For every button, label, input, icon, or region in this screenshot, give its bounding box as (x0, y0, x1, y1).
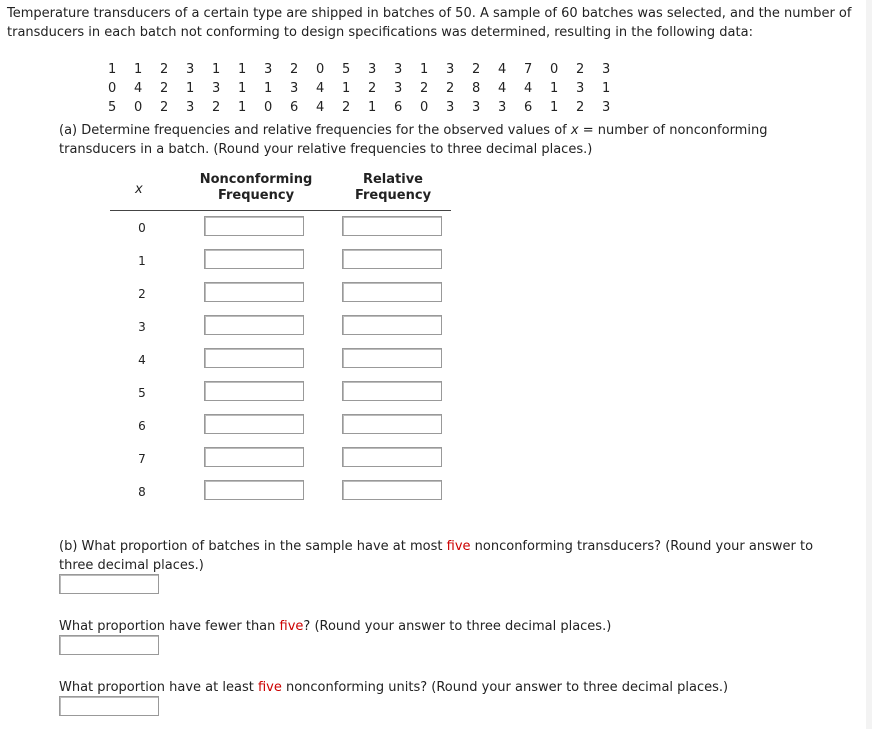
relative-frequency-input-1[interactable] (342, 249, 442, 269)
problem-intro: Temperature transducers of a certain type are shipped in batches of 50. A sample of 60 batches was selected, and the number of transducers in each batch not conforming to design specifications was determined, resulting in the following data: (7, 6, 852, 40)
data-cell: 3 (498, 100, 507, 115)
part-a-text: (a) Determine frequencies and relative frequencies for the observed values of (59, 123, 571, 138)
question-text-rest: nonconforming units? (Round your answer to three decimal places.) (281, 680, 729, 695)
highlight-value: five (279, 619, 304, 634)
data-cell: 3 (472, 100, 481, 115)
part-a-text-rest: = number of nonconforming transducers in a batch. (Round your relative frequencies to three decimal places.) (59, 123, 768, 157)
relative-frequency-input-8[interactable] (342, 480, 442, 500)
data-cell: 4 (316, 100, 325, 115)
relative-frequency-input-0[interactable] (342, 216, 442, 236)
answer-input-at-least-five[interactable] (59, 696, 159, 716)
frequency-input-3[interactable] (204, 315, 304, 335)
data-cell: 1 (550, 100, 559, 115)
header-line: Frequency (354, 188, 432, 203)
question-text: What proportion have at least (59, 680, 258, 695)
relative-frequency-input-4[interactable] (342, 348, 442, 368)
frequency-input-4[interactable] (204, 348, 304, 368)
header-line: Nonconforming (199, 172, 313, 187)
data-cell: 2 (368, 81, 377, 96)
data-cell: 6 (524, 100, 533, 115)
frequency-input-2[interactable] (204, 282, 304, 302)
data-cell: 1 (186, 81, 195, 96)
data-cell: 1 (238, 81, 247, 96)
data-cell: 2 (342, 100, 351, 115)
data-cell: 1 (108, 62, 117, 77)
data-cell: 1 (238, 100, 247, 115)
answer-input-fewer-than-five[interactable] (59, 635, 159, 655)
question-text: What proportion have fewer than (59, 619, 280, 634)
data-cell: 3 (290, 81, 299, 96)
x-value: 5 (138, 386, 146, 400)
data-cell: 6 (394, 100, 403, 115)
data-cell: 4 (498, 62, 507, 77)
frequency-input-6[interactable] (204, 414, 304, 434)
data-row (108, 60, 628, 79)
frequency-input-7[interactable] (204, 447, 304, 467)
x-value: 2 (138, 287, 146, 301)
data-cell: 7 (524, 62, 533, 77)
question-text: (b) What proportion of batches in the sample have at most (59, 539, 447, 554)
question-text-rest: nonconforming transducers? (Round your answer to three decimal places.) (59, 539, 814, 573)
data-cell: 2 (576, 62, 585, 77)
data-cell: 1 (134, 62, 143, 77)
data-cell: 3 (394, 81, 403, 96)
data-cell: 3 (602, 62, 611, 77)
question-text-rest: ? (Round your answer to three decimal places.) (303, 619, 612, 634)
data-cell: 1 (420, 62, 429, 77)
relative-frequency-input-2[interactable] (342, 282, 442, 302)
data-cell: 0 (316, 62, 325, 77)
data-cell: 2 (576, 100, 585, 115)
data-cell: 2 (472, 62, 481, 77)
data-cell: 0 (134, 100, 143, 115)
x-value: 3 (138, 320, 146, 334)
data-cell: 4 (498, 81, 507, 96)
frequency-input-1[interactable] (204, 249, 304, 269)
data-row (108, 79, 628, 98)
header-rule (110, 210, 451, 211)
highlight-value: five (446, 539, 471, 554)
variable-x: x (570, 123, 579, 138)
frequency-input-5[interactable] (204, 381, 304, 401)
data-cell: 1 (238, 62, 247, 77)
frequency-input-0[interactable] (204, 216, 304, 236)
column-header-x: x (135, 182, 143, 197)
relative-frequency-input-5[interactable] (342, 381, 442, 401)
x-value: 4 (138, 353, 146, 367)
x-value: 1 (138, 254, 146, 268)
data-cell: 3 (394, 62, 403, 77)
column-header-relative-frequency (338, 172, 448, 204)
header-line: Frequency (217, 188, 295, 203)
data-cell: 2 (160, 100, 169, 115)
data-cell: 2 (212, 100, 221, 115)
data-row (108, 98, 628, 117)
data-cell: 3 (576, 81, 585, 96)
data-cell: 2 (160, 81, 169, 96)
data-cell: 3 (368, 62, 377, 77)
data-cell: 0 (550, 62, 559, 77)
data-cell: 3 (446, 100, 455, 115)
data-cell: 4 (524, 81, 533, 96)
x-value: 0 (138, 221, 146, 235)
part-a-instructions (59, 121, 819, 159)
data-cell: 6 (290, 100, 299, 115)
data-cell: 5 (108, 100, 117, 115)
data-cell: 0 (420, 100, 429, 115)
data-cell: 3 (186, 100, 195, 115)
data-grid (108, 60, 628, 117)
relative-frequency-input-6[interactable] (342, 414, 442, 434)
data-cell: 8 (472, 81, 481, 96)
data-cell: 1 (602, 81, 611, 96)
part-b-question-3 (59, 678, 728, 697)
relative-frequency-input-3[interactable] (342, 315, 442, 335)
data-cell: 5 (342, 62, 351, 77)
data-cell: 4 (316, 81, 325, 96)
data-cell: 3 (602, 100, 611, 115)
data-cell: 1 (264, 81, 273, 96)
part-b-question-1 (59, 537, 839, 575)
data-cell: 0 (108, 81, 117, 96)
data-cell: 1 (342, 81, 351, 96)
data-cell: 1 (550, 81, 559, 96)
header-line: Relative (362, 172, 424, 187)
frequency-input-8[interactable] (204, 480, 304, 500)
x-value: 6 (138, 419, 146, 433)
data-cell: 2 (446, 81, 455, 96)
data-cell: 1 (368, 100, 377, 115)
data-cell: 3 (212, 81, 221, 96)
relative-frequency-input-7[interactable] (342, 447, 442, 467)
data-cell: 4 (134, 81, 143, 96)
data-cell: 0 (264, 100, 273, 115)
data-cell: 3 (446, 62, 455, 77)
part-b-question-2 (59, 617, 611, 636)
data-cell: 2 (290, 62, 299, 77)
data-cell: 1 (212, 62, 221, 77)
column-header-frequency (196, 172, 316, 204)
data-cell: 2 (420, 81, 429, 96)
x-value: 8 (138, 485, 146, 499)
scrollbar[interactable] (866, 0, 872, 729)
data-cell: 2 (160, 62, 169, 77)
data-cell: 3 (264, 62, 273, 77)
x-value: 7 (138, 452, 146, 466)
data-cell: 3 (186, 62, 195, 77)
highlight-value: five (257, 680, 282, 695)
answer-input-at-most-five[interactable] (59, 574, 159, 594)
